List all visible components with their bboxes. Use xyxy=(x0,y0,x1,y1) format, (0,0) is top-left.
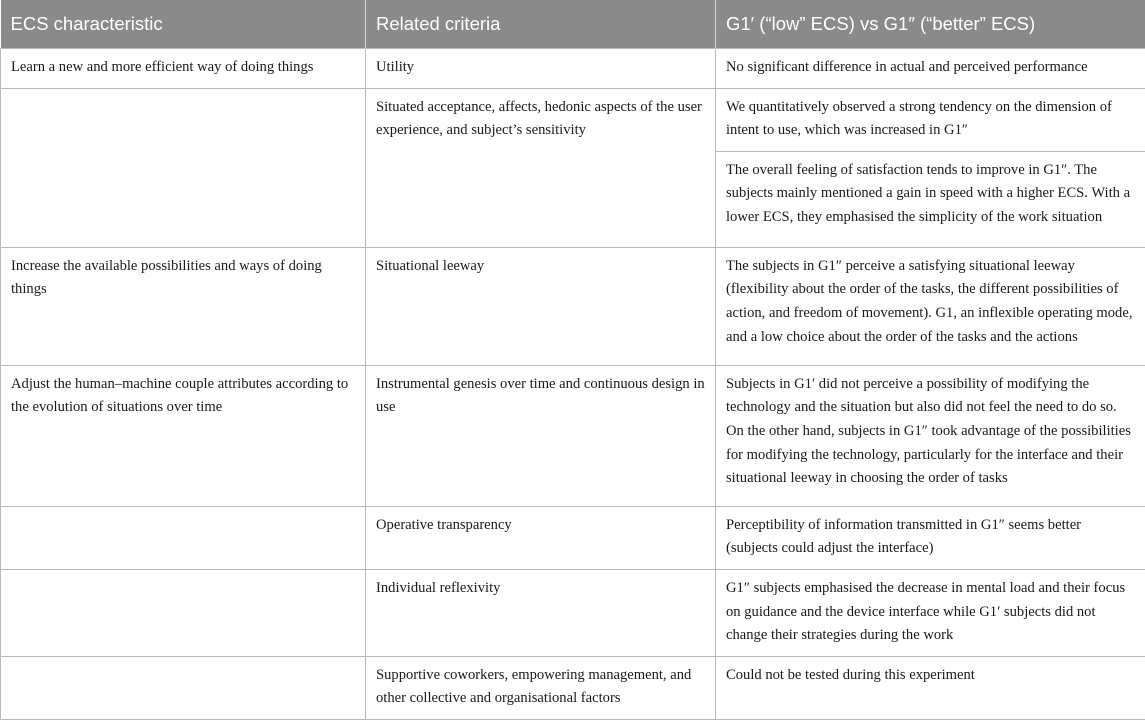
criteria-cell: Situated acceptance, affects, hedonic aspects of the user experience, and subject’s sensitivity xyxy=(366,88,716,247)
criteria-cell: Operative transparency xyxy=(366,506,716,569)
header-related-criteria: Related criteria xyxy=(366,0,716,49)
comparison-cell: Could not be tested during this experiment xyxy=(716,656,1145,719)
table-row xyxy=(1,569,1145,656)
characteristic-cell: Adjust the human–machine couple attributes according to the evolution of situations over time xyxy=(1,365,366,506)
criteria-cell: Individual reflexivity xyxy=(366,569,716,656)
comparison-cell: No significant difference in actual and perceived performance xyxy=(716,49,1145,89)
criteria-cell: Supportive coworkers, empowering management, and other collective and organisational factors xyxy=(366,656,716,719)
table-row xyxy=(1,247,1145,365)
characteristic-cell xyxy=(1,569,366,656)
characteristic-cell xyxy=(1,656,366,719)
table-row xyxy=(1,365,1145,506)
header-row xyxy=(1,0,1145,49)
comparison-cell: Subjects in G1′ did not perceive a possibility of modifying the technology and the situation but also did not feel the need to do so. On the other hand, subjects in G1″ took advantage of the possibilities for modifying the technology, particularly for the interface and their situational leeway in choosing the order of tasks xyxy=(716,365,1145,506)
criteria-cell: Situational leeway xyxy=(366,247,716,365)
criteria-cell: Utility xyxy=(366,49,716,89)
table-row xyxy=(1,88,1145,151)
header-g1-comparison: G1′ (“low” ECS) vs G1″ (“better” ECS) xyxy=(716,0,1145,49)
criteria-cell: Instrumental genesis over time and continuous design in use xyxy=(366,365,716,506)
table-row xyxy=(1,49,1145,89)
table-header xyxy=(1,0,1145,49)
table-body xyxy=(1,49,1145,720)
comparison-cell: Perceptibility of information transmitted in G1″ seems better (subjects could adjust the interface) xyxy=(716,506,1145,569)
characteristic-cell: Increase the available possibilities and ways of doing things xyxy=(1,247,366,365)
table-row xyxy=(1,506,1145,569)
characteristic-cell xyxy=(1,88,366,247)
comparison-cell: The overall feeling of satisfaction tends to improve in G1″. The subjects mainly mentioned a gain in speed with a higher ECS. With a lower ECS, they emphasised the simplicity of the work situation xyxy=(716,151,1145,247)
header-ecs-characteristic: ECS characteristic xyxy=(1,0,366,49)
characteristic-cell: Learn a new and more efficient way of doing things xyxy=(1,49,366,89)
comparison-cell: The subjects in G1″ perceive a satisfying situational leeway (flexibility about the order of the tasks, the different possibilities of action, and freedom of movement). G1, an inflexible operating mode, and a low choice about the order of the tasks and the actions xyxy=(716,247,1145,365)
table-row xyxy=(1,656,1145,719)
comparison-cell: G1″ subjects emphasised the decrease in mental load and their focus on guidance and the device interface while G1′ subjects did not change their strategies during the work xyxy=(716,569,1145,656)
characteristic-cell xyxy=(1,506,366,569)
comparison-cell: We quantitatively observed a strong tendency on the dimension of intent to use, which was increased in G1″ xyxy=(716,88,1145,151)
